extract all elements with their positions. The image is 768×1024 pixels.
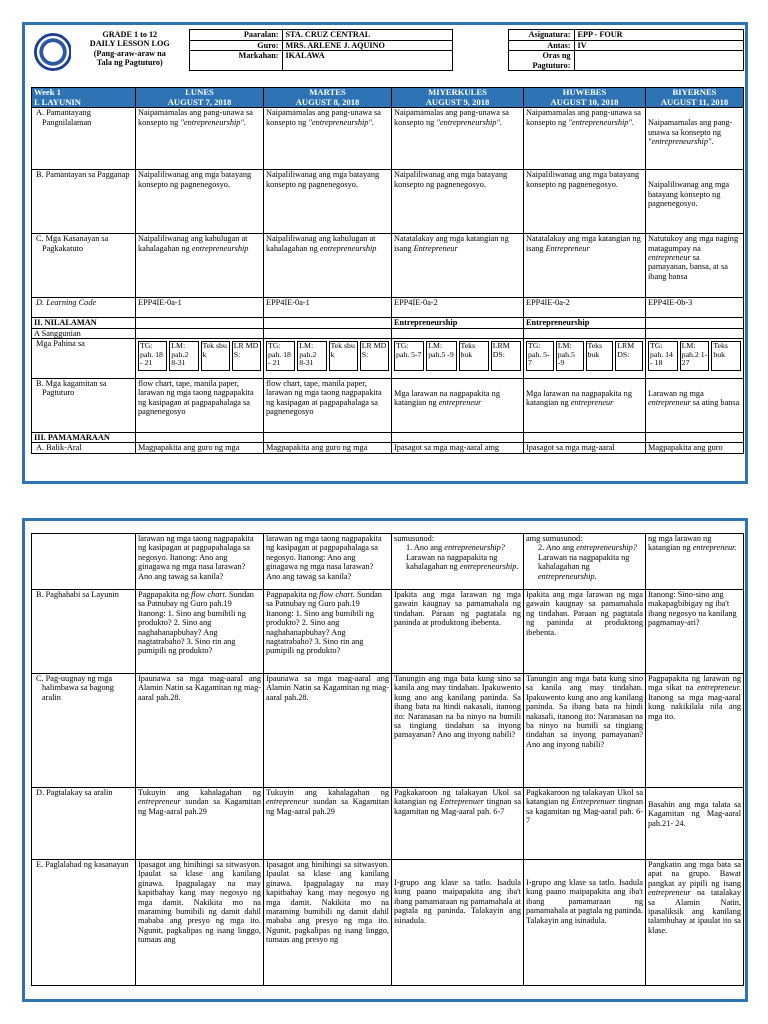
cell-tue: Naipamamalas ang pang-unawa sa konsepto ng "entrepreneurship". bbox=[264, 108, 392, 170]
title-line-1: GRADE 1 to 12 bbox=[102, 29, 158, 39]
cell-mon: Pagpapakita ng flow chart. Sundan sa Patnubay ng Guro pah.19 Itanong: 1. Sino ang bumibili ng produkto? 2. Sino ang naghahanapbuhay? Ang nagtatrabaho? 3. Sino rin ang pumipili ng produkto? bbox=[136, 590, 264, 674]
cell-fri: Basahin ang mga talata sa Kagamitan ng Mag-aaral pah.21- 24. bbox=[646, 788, 744, 860]
deped-seal-cell bbox=[31, 30, 71, 71]
row-pamamaraan bbox=[32, 433, 744, 443]
cell-tue: Ipaunawa sa mga mag-aaral ang Alamin Natin sa Kagamitan ng mag-aaral pah.28. bbox=[264, 674, 392, 788]
row-label: Mga Pahina sa bbox=[32, 339, 136, 379]
cell-fri: Magpapakita ang guro bbox=[646, 443, 744, 453]
cell-mon: Ipaunawa sa mga mag-aaral ang Alamin Natin sa Kagamitan ng mag-aaral pah.28. bbox=[136, 674, 264, 788]
row-pagtalakay bbox=[32, 788, 744, 860]
cell-mon: larawan ng mga taong nagpapakita ng kasipagan at pagpapahalaga sa negosyo. Itanong: Ano ang ginagawa ng mga nasa larawan? Ano ang tawag sa kanila? bbox=[136, 534, 264, 590]
cell-wed: TG: pah. 5-7 LM: pah.5 -9 Teks buk LRM DS: bbox=[392, 339, 524, 379]
cell-fri: Pagpapakita ng larawan ng mga sikat na entrepreneur. Itanong sa mga mag-aaral kung nakikilala nila ang mga ito. bbox=[646, 674, 744, 788]
row-pamantayan-sa-pagganap bbox=[32, 170, 744, 234]
row-label: A. Balik-Aral bbox=[32, 443, 136, 453]
cell-wed: Natatalakay ang mga katangian ng isang Entrepreneur bbox=[392, 234, 524, 298]
cell-tue: Tukuyin ang kahalagahan ng entrepreneur sundan sa Kagamitan ng Mag-aaral pah.29 bbox=[264, 788, 392, 860]
cell-fri: Itanong: Sino-sino ang makapagbibigay ng iba't ibang negosyo na kanilang pagmamay-ari? bbox=[646, 590, 744, 674]
guro-value: MRS. ARLENE J. AQUINO bbox=[282, 40, 452, 51]
cell-fri: Pangkatin ang mga bata sa apat na grupo. Bawat pangkat ay pipili ng isang entrepreneur na tatalakay sa Alamin Natin, ipasaliksik ang kanilang talambuhay at ipaulat ito sa klase. bbox=[646, 860, 744, 986]
cell-thu: Naipamamalas ang pang-unawa sa konsepto ng "entrepreneurship". bbox=[524, 108, 646, 170]
lesson-table-page-2 bbox=[31, 533, 744, 986]
day-header-wednesday: MIYERKULES AUGUST 9, 2018 bbox=[392, 88, 524, 108]
cell-wed: Pagkakaroon ng talakayan Ukol sa katangian ng Entreprenuer tingnan sa kagamitan ng Mag-aaral pah. 6-7 bbox=[392, 788, 524, 860]
cell-tue: EPP4IE-0a-1 bbox=[264, 298, 392, 318]
row-nilalaman bbox=[32, 318, 744, 328]
cell-wed: Ipasagot sa mga mag-aaral amg bbox=[392, 443, 524, 453]
row-paghahabi bbox=[32, 590, 744, 674]
cell-thu: Naipaliliwanag ang mga batayang konsepto ng pagnenegosyo. bbox=[524, 170, 646, 234]
row-balik-aral bbox=[32, 443, 744, 453]
guro-label: Guro: bbox=[189, 40, 282, 51]
row-label: C. Pag-uugnay ng mga halimbawa sa bagong aralin bbox=[32, 674, 136, 788]
cell-wed: Entrepreneurship bbox=[392, 318, 524, 328]
row-label: B. Mga kagamitan sa Pagtuturo bbox=[32, 379, 136, 433]
cell-fri: TG: pah. 14 - 18 LM: pah.2 1-27 Teks buk bbox=[646, 339, 744, 379]
cell-mon: Naipamamalas ang pang-unawa sa konsepto ng "entrepreneurship". bbox=[136, 108, 264, 170]
section-label: II. NILALAMAN bbox=[32, 318, 136, 328]
lesson-log-page-1 bbox=[22, 22, 748, 484]
cell-thu: Ipakita ang mga larawan ng mga gawain kaugnay sa pamamahala ng tindahan. Paraan ng pagtatala ng paninda at produktong ibebenta. bbox=[524, 590, 646, 674]
cell-mon: Tukuyin ang kahalagahan ng entrepreneur sundan sa Kagamitan ng Mag-aaral pah.29 bbox=[136, 788, 264, 860]
cell-fri: Natutukoy ang mga naging matagumpay na entrepreneur sa pamayanan, bansa, at sa ibang bansa bbox=[646, 234, 744, 298]
cell-thu: Entrepreneurship bbox=[524, 318, 646, 328]
cell-wed: I-grupo ang klase sa tatlo. Isadula kung paano maipapakita ang iba't ibang pamamaraan ng pamamahala at pagtala ng paninda. Talakayin ang isinadula. bbox=[392, 860, 524, 986]
cell-thu: TG: pah. 5-7 LM: pah.5 -9 Teks buk LRM DS: bbox=[524, 339, 646, 379]
row-sanggunian bbox=[32, 328, 744, 338]
cell-wed: EPP4IE-0a-2 bbox=[392, 298, 524, 318]
asignatura-value: EPP - FOUR bbox=[574, 30, 743, 41]
document-title bbox=[71, 30, 189, 71]
row-paglalahad bbox=[32, 860, 744, 986]
lesson-table-page-1 bbox=[31, 87, 744, 454]
oras-label: Oras ng Pagtuturo: bbox=[508, 51, 574, 71]
cell-thu: Pagkakaroon ng talakayan Ukol sa katangian ng Entreprenuer tingnan sa kagamitan ng Mag-aaral pah. 6-7 bbox=[524, 788, 646, 860]
antas-value: IV bbox=[574, 40, 743, 51]
cell-mon: Naipaliliwanag ang mga batayang konsepto ng pagnenegosyo. bbox=[136, 170, 264, 234]
cell-tue: Pagpapakita ng flow chart. Sundan sa Patnubay ng Guro pah.19 Itanong: 1. Sino ang bumibili ng produkto? 2. Sino ang naghahanapbuhay? Ang nagtatrabaho? 3. Sino rin ang pumipili ng produkto? bbox=[264, 590, 392, 674]
cell-tue: flow chart, tape, manila paper, larawan ng mga taong nagpapakita ng kasipagan at pagpapahalaga sa pagnenegosyo bbox=[264, 379, 392, 433]
cell-fri: ng mga larawan ng katangian ng entrepreneur. bbox=[646, 534, 744, 590]
cell-thu: Tanungin ang mga bata kung sino sa kanila ang may tindahan. Ipakuwento kung ano ang kanilang paninda. Sa ibang bata na hindi nakasali, itanong ito: Naranasan na ba ninyo na bumili sa tingiang tindahan sa inyong pamayanan? Ano ang inyong nabili? bbox=[524, 674, 646, 788]
row-learning-code bbox=[32, 298, 744, 318]
cell-wed: Tanungin ang mga bata kung sino sa kanila ang may tindahan. Ipakuwento kung ano ang kanilang paninda. Sa ibang bata na hindi nakasali, itanong ito: Naranasan na ba ninyo na bumili sa tingiang tindahan sa inyong pamayanan? Ano ang inyong nabili? bbox=[392, 674, 524, 788]
cell-tue: Magpapakita ang guro ng mga bbox=[264, 443, 392, 453]
cell-thu: Mga larawan na nagpapakita ng katangian ng entrepreneur bbox=[524, 379, 646, 433]
cell-thu: EPP4IE-0a-2 bbox=[524, 298, 646, 318]
antas-label: Antas: bbox=[508, 40, 574, 51]
row-pamantayang-pangnilalaman bbox=[32, 108, 744, 170]
cell-mon: flow chart, tape, manila paper, larawan ng mga taong nagpapakita ng kasipagan at pagpapahalaga sa pagnenegosyo bbox=[136, 379, 264, 433]
cell-wed: Mga larawan na nagpapakita ng katangian ng entrepreneur bbox=[392, 379, 524, 433]
paaralan-value: STA. CRUZ CENTRAL bbox=[282, 30, 452, 41]
asignatura-label: Asignatura: bbox=[508, 30, 574, 41]
lesson-log-page-2 bbox=[22, 518, 748, 1002]
cell-fri: Larawan ng mga entrepreneur sa ating bansa bbox=[646, 379, 744, 433]
row-label: D. Pagtalakay sa aralin bbox=[32, 788, 136, 860]
cell-wed: Naipamamalas ang pang-unawa sa konsepto ng "entrepreneurship". bbox=[392, 108, 524, 170]
day-header-friday: BIYERNES AUGUST 11, 2018 bbox=[646, 88, 744, 108]
title-line-2: DAILY LESSON LOG bbox=[89, 39, 170, 49]
cell-thu: I-grupo ang klase sa tatlo. Isadula kung paano maipapakita ang iba't ibang pamamaraan ng pamamahala at pagtala ng paninda. Talakayin ang isinadula. bbox=[524, 860, 646, 986]
row-label: D. Learning Code bbox=[32, 298, 136, 318]
markahan-label: Markahan: bbox=[189, 51, 282, 71]
cell-mon: EPP4IE-0a-1 bbox=[136, 298, 264, 318]
day-header-monday: LUNES AUGUST 7, 2018 bbox=[136, 88, 264, 108]
cell-tue: TG: pah. 18 - 21 LM: pah.2 8-31 Tek sbu k LR MD S: bbox=[264, 339, 392, 379]
cell-thu: Ipasagot sa mga mag-aaral bbox=[524, 443, 646, 453]
cell-tue: Naipaliliwanag ang mga batayang konsepto ng pagnenegosyo. bbox=[264, 170, 392, 234]
title-line-3: (Pang-araw-araw na bbox=[93, 48, 166, 58]
row-pag-uugnay bbox=[32, 674, 744, 788]
cell-tue: Ipasagot ang hinihingi sa sitwasyon. Ipaulat sa klase ang kanilang ginawa. Ipagpalagay na may kapitbahay kang may negosyo ng mga damit. Nakikita mo na maraming bumibili ng damit dahil mababa ang presyo ng mga ito. Ngunit, pagkalipas ng isang linggo, tumaas ang presyo ng bbox=[264, 860, 392, 986]
cell-fri: Naipaliliwanag ang mga batayang konsepto ng pagnenegosyo. bbox=[646, 170, 744, 234]
paaralan-label: Paaralan: bbox=[189, 30, 282, 41]
cell-mon: Naipaliliwanag ang kahulugan at kahalagahan ng entrepreneurship bbox=[136, 234, 264, 298]
week-header: Week 1 I. LAYUNIN bbox=[32, 88, 136, 108]
cell-wed: Naipaliliwanag ang mga batayang konsepto ng pagnenegosyo. bbox=[392, 170, 524, 234]
section-label: III. PAMAMARAAN bbox=[32, 433, 136, 443]
cell-thu: amg sumusunod: 2. Ano ang entrepreneurship? Larawan na nagpapakita ng kahalagahan ng entrepreneurship. bbox=[524, 534, 646, 590]
markahan-value: IKALAWA bbox=[282, 51, 452, 71]
cell-mon: TG: pah. 18 - 21 LM: pah.2 8-31 Tek sbu k LR MD S: bbox=[136, 339, 264, 379]
row-label: A Sanggunian bbox=[32, 328, 136, 338]
deped-seal-logo bbox=[34, 33, 71, 71]
day-header-tuesday: MARTES AUGUST 8, 2018 bbox=[264, 88, 392, 108]
row-balik-aral-cont bbox=[32, 534, 744, 590]
day-header-thursday: HUWEBES AUGUST 10, 2018 bbox=[524, 88, 646, 108]
header-table bbox=[31, 29, 744, 71]
row-label: B. Paghahabi sa Layunin bbox=[32, 590, 136, 674]
row-label: A. Pamantayang Pangnilalaman bbox=[32, 108, 136, 170]
row-kasanayan bbox=[32, 234, 744, 298]
cell-tue: Naipaliliwanag ang kahulugan at kahalagahan ng entrepreneurship bbox=[264, 234, 392, 298]
row-label: E. Paglalahad ng kasanayan bbox=[32, 860, 136, 986]
cell-mon: Magpapakita ang guro ng mga bbox=[136, 443, 264, 453]
cell-thu: Natatalakay ang mga katangian ng isang Entrepreneur bbox=[524, 234, 646, 298]
row-label: C. Mga Kasanayan sa Pagkakatuto bbox=[32, 234, 136, 298]
cell-wed: sumusunod: 1. Ano ang entrepreneurship? Larawan na nagpapakita ng kahalagahan ng entrepreneurship. bbox=[392, 534, 524, 590]
row-mga-pahina bbox=[32, 339, 744, 379]
cell-fri: EPP4IE-0b-3 bbox=[646, 298, 744, 318]
cell-fri: Naipamamalas ang pang-unawa sa konsepto ng "entrepreneurship". bbox=[646, 108, 744, 170]
oras-value bbox=[574, 51, 743, 71]
row-kagamitan bbox=[32, 379, 744, 433]
title-line-4: Tala ng Pagtuturo) bbox=[96, 58, 163, 68]
row-label: B. Pamantayan sa Pagganap bbox=[32, 170, 136, 234]
cell-tue: larawan ng mga taong nagpapakita ng kasipagan at pagpapahalaga sa negosyo. Itanong: Ano ang ginagawa ng mga nasa larawan? Ano ang tawag sa kanila? bbox=[264, 534, 392, 590]
cell-wed: Ipakita ang mga larawan ng mga gawain kaugnay sa pamamahala ng tindahan. Paraan ng pagtatala ng paninda at produktong ibebenta. bbox=[392, 590, 524, 674]
cell-mon: Ipasagot ang hinihingi sa sitwasyon. Ipaulat sa klase ang kanilang ginawa. Ipagpalagay na may kapitbahay kang may negosyo ng mga damit. Nakikita mo na maraming bumibili ng damit dahil mababa ang presyo ng mga ito. Ngunit, pagkalipas ng isang linggo, tumaas ang bbox=[136, 860, 264, 986]
